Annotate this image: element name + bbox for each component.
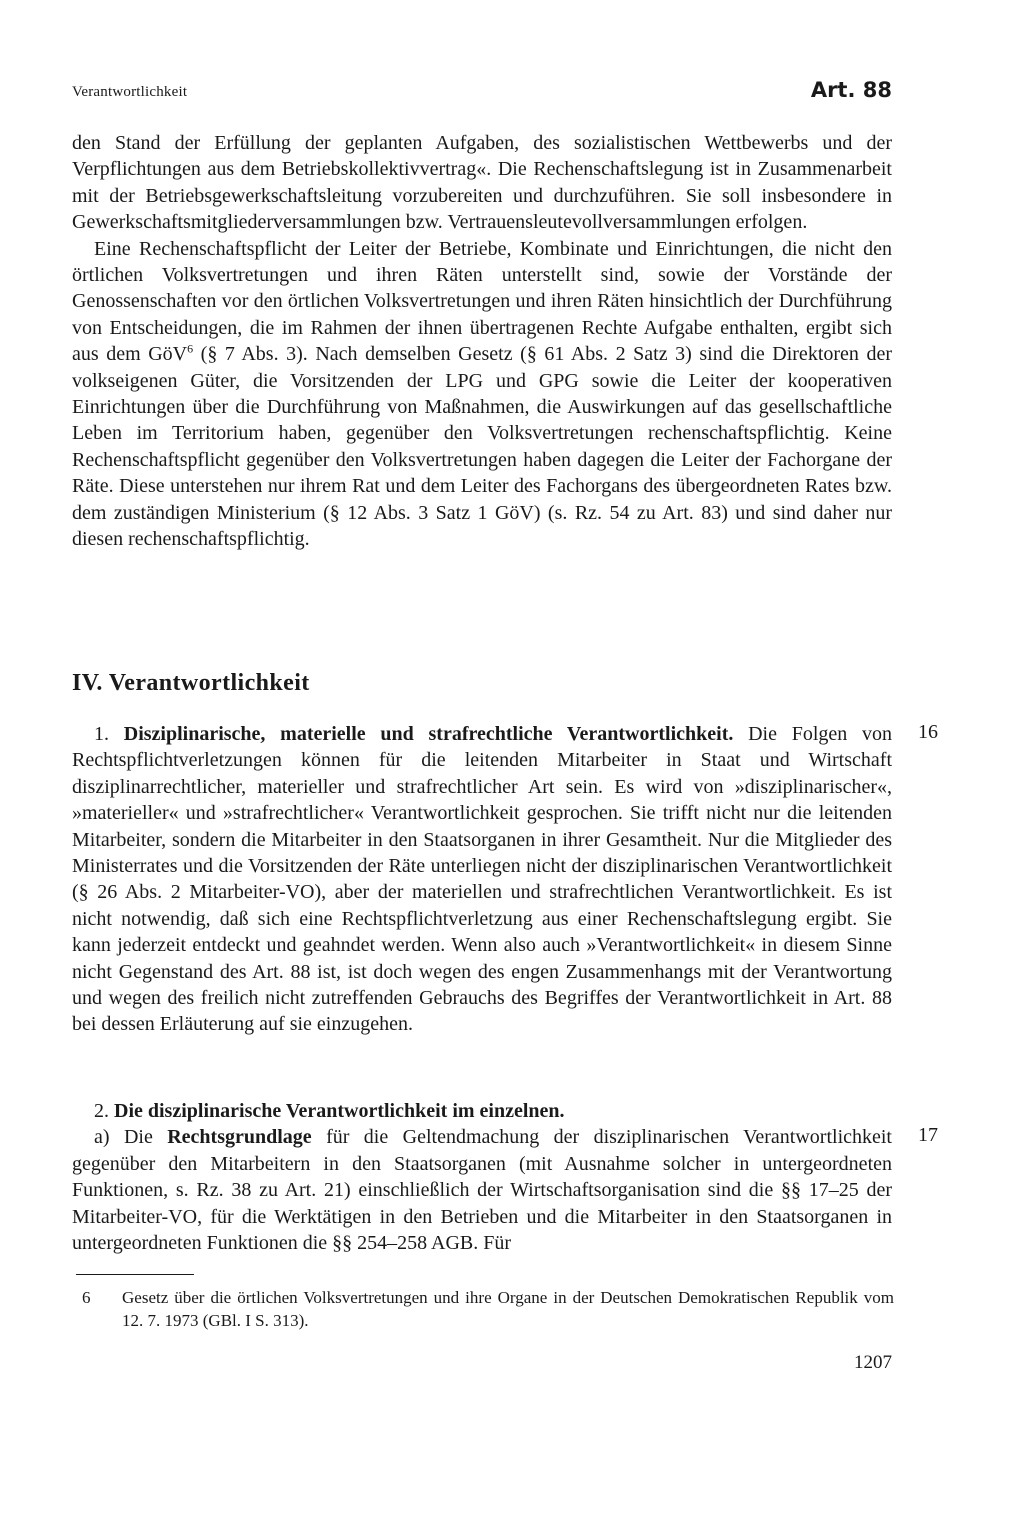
paragraph-17-keyword: Rechtsgrundlage (167, 1126, 312, 1149)
footnote-divider (76, 1274, 194, 1275)
article-number: Art. 88 (810, 78, 892, 102)
paragraph-text-a: Eine Rechenschaftspflicht der Leiter der Betriebe, Kombinate und Einrichtungen, die nicht den örtlichen Volksvertretungen und ihren Räten unterstellt sind, sowie der Vorstände der Genossenschaften vor den örtlichen Volksvertretungen und ihren Räten hinsichtlich der Durchführung von Entscheidungen, die im Rahmen der ihnen übertragenen Rechte Aufgabe enthalten, ergibt sich aus dem GöV (72, 237, 892, 366)
paragraph-17-text: für die Geltendmachung der disziplinarischen Verantwortlichkeit gegenüber den Mitarbeitern in den Staatsorganen (mit Ausnahme solcher in untergeordneten Funktionen, s. Rz. 38 zu Art. 21) einschließlich der Wirtschaftsorganisation sind die §§ 17–25 der Mitarbeiter-VO, für die Werktätigen in den Betrieben und die Mitarbeiter in den Staatsorganen in untergeordneten Funktionen die §§ 254–258 AGB. Für (72, 1126, 892, 1255)
margin-number-17: 17 (918, 1124, 938, 1146)
paragraph-verantwortlichkeit (72, 721, 892, 1038)
margin-number-16: 16 (918, 721, 938, 743)
item-text: Die Folgen von Rechtspflichtverletzungen können für die leitenden Mitarbeiter in Staat und Wirtschaft disziplinarrechtlicher, materieller und strafrechtlicher Art sein. Es wird von »disziplinarischer«, »materieller« und »strafrechtlicher« Verantwortlichkeit gesprochen. Sie trifft nicht nur die leitenden Mitarbeiter, sondern die Mitarbeiter in den Staatsorganen in ihrer Gesamtheit. Nur die Mitglieder des Ministerrates und die Vorsitzenden der Räte unterliegen nicht der disziplinarischen Verantwortlichkeit (§ 26 Abs. 2 Mitarbeiter-VO), aber der materiellen und strafrechtlichen Verantwortlichkeit. Es ist nicht notwendig, daß sich eine Rechtspflichtverletzung aus einer Rechenschaftslegung ergibt. Sie kann jederzeit entdeckt und geahndet werden. Wenn also auch »Verantwortlichkeit« in diesem Sinne nicht Gegenstand des Art. 88 ist, ist doch wegen des engen Zusammenhangs mit der Verantwortung und wegen des freilich nicht zutreffenden Gebrauchs des Begriffes der Verantwortlichkeit in Art. 88 bei dessen Erläuterung auf sie einzugehen. (72, 723, 893, 1036)
subsection-number: 2. (94, 1100, 114, 1122)
paragraph-16 (72, 721, 892, 1038)
page-number: 1207 (854, 1352, 892, 1373)
subsection-heading (72, 1098, 892, 1124)
item-heading: Disziplinarische, materielle und strafrechtliche Verantwortlichkeit. (123, 723, 734, 745)
paragraph-17 (72, 1124, 892, 1256)
paragraph-text-b: (§ 7 Abs. 3). Nach demselben Gesetz (§ 61 Abs. 2 Satz 3) sind die Direktoren der volkseigenen Güter, die Vorsitzenden der LPG und GPG sowie die Leiter der kooperativen Einrichtungen über die Durchführung von Maßnahmen, die Auswirkungen auf das gesellschaftliche Leben im Territorium haben, gegenüber den Volksvertretungen rechenschaftspflichtig. Keine Rechenschaftspflicht gegenüber den Volksvertretungen haben dagegen die Leiter der Fachorgane der Räte. Diese unterstehen nur ihrem Rat und dem Leiter des Fachorgans des übergeordneten Rates bzw. dem zuständigen Ministerium (§ 12 Abs. 3 Satz 1 GöV) (s. Rz. 54 zu Art. 83) und sind daher nur diesen rechenschaftspflichtig. (72, 343, 893, 551)
footnote-number: 6 (82, 1288, 91, 1307)
footnote-text: Gesetz über die örtlichen Volksvertretungen und ihre Organe in der Deutschen Demokratischen Republik vom 12. 7. 1973 (GBl. I S. 313). (122, 1288, 894, 1330)
subsection-title: Die disziplinarische Verantwortlichkeit im einzelnen. (114, 1100, 565, 1122)
item-number: 1. (94, 723, 124, 745)
running-head: Verantwortlichkeit (72, 84, 188, 100)
paragraph-continued: den Stand der Erfüllung der geplanten Aufgaben, des sozialistischen Wettbewerbs und der Verpflichtungen aus dem Betriebskollektivvertrag«. Die Rechenschaftslegung ist in Zusammenarbeit mit der Betriebsgewerkschaftsleitung vorzubereiten und durchzuführen. Sie soll insbesondere in Gewerkschaftsmitgliederversammlungen bzw. Vertrauensleutevollversammlungen erfolgen. (72, 132, 892, 234)
top-text-block (72, 130, 892, 553)
paragraph-17-start: a) Die (94, 1126, 168, 1149)
paragraph-rechenschaftspflicht (72, 236, 892, 553)
subsection-2 (72, 1098, 892, 1256)
footnote-reference[interactable]: 6 (187, 341, 194, 356)
footnote (72, 1286, 894, 1332)
section-heading: IV. Verantwortlichkeit (72, 670, 310, 696)
